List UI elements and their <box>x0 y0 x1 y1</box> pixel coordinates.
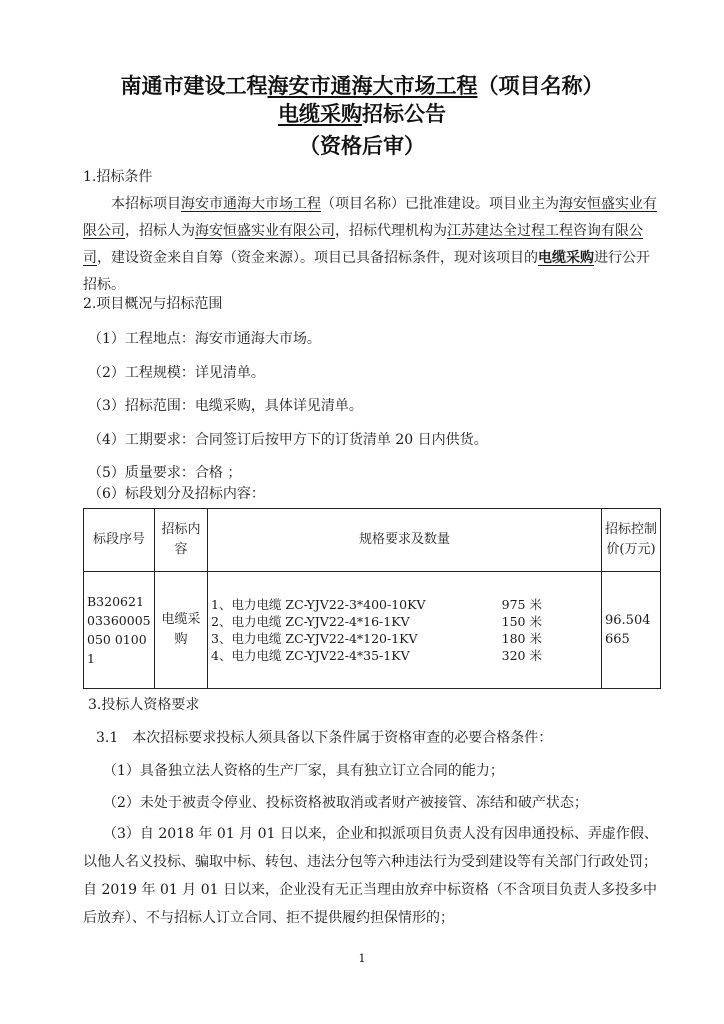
cell-section-no: B32062103360005050 01001 <box>84 572 155 689</box>
header-price: 招标控制价(万元) <box>602 509 661 572</box>
requirement-3-1: 3.1 本次招标要求投标人须具备以下条件属于资格审查的必要合格条件： <box>96 730 553 746</box>
scope-item-lots: （6）标段划分及招标内容： <box>88 486 265 502</box>
requirement-item-2: （2）未处于被责令停业、投标资格被取消或者财产被接管、冻结和破产状态； <box>103 795 588 811</box>
table-header-row <box>84 509 661 572</box>
title-item: 电缆采购 <box>278 102 362 126</box>
scope-item-schedule: （4）工期要求：合同签订后按甲方下的订货清单 20 日内供货。 <box>88 432 488 448</box>
title-line-2 <box>0 98 724 128</box>
requirement-item-3: （3）自 2018 年 01 月 01 日以来，企业和拟派项目负责人没有因串通投标、弄虚作假、以他人名义投标、骗取中标、转包、违法分包等六种违法行为受到建设等有关部门行政处罚；自 2019 年 01 月 01 日以来，企业没有无正当理由放弃中标资格（不含项目负责人多投多中后放弃）、不与招标人订立合同、拒不提供履约担保情形的； <box>83 826 658 926</box>
scope-item-range: （3）招标范围：电缆采购，具体详见清单。 <box>88 398 363 414</box>
page-number: 1 <box>358 952 366 965</box>
header-spec: 规格要求及数量 <box>208 509 602 572</box>
title-suffix: （项目名称） <box>477 74 604 98</box>
cell-specs <box>208 572 602 689</box>
spec-line: 1、电力电缆 ZC-YJV22-3*400-10KV 975 米 <box>211 597 542 612</box>
header-content: 招标内容 <box>155 509 208 572</box>
spec-line: 2、电力电缆 ZC-YJV22-4*16-1KV 150 米 <box>211 614 542 629</box>
tenderer-name: 海安恒盛实业有限公司 <box>195 223 335 239</box>
title-prefix: 南通市建设工程 <box>120 74 268 98</box>
title-project-name: 海安市通海大市场工程 <box>267 74 478 98</box>
bid-section-table <box>83 508 661 689</box>
table-row <box>84 572 661 689</box>
scope-item-quality: （5）质量要求：合格 ； <box>88 465 242 481</box>
spec-line: 3、电力电缆 ZC-YJV22-4*120-1KV 180 米 <box>211 631 542 646</box>
spec-line: 4、电力电缆 ZC-YJV22-4*35-1KV 320 米 <box>211 648 542 663</box>
section1-heading: 1.招标条件 <box>83 169 153 185</box>
section3-heading: 3.投标人资格要求 <box>88 697 200 713</box>
title-line-1 <box>0 70 724 100</box>
section1-paragraph: 本招标项目海安市通海大市场工程（项目名称）已批准建设。项目业主为海安恒盛实业有限公司，招标人为海安恒盛实业有限公司，招标代理机构为江苏建达全过程工程咨询有限公司，建设资金来自自筹（资金来源）。项目已具备招标条件，现对该项目的电缆采购进行公开招标。 <box>83 196 657 293</box>
cell-content: 电缆采购 <box>155 572 208 689</box>
agent-name: 江苏建达全过程工程咨询有限公司 <box>83 223 643 266</box>
owner-name: 海安恒盛实业有限公司 <box>83 196 657 239</box>
scope-item-location: （1）工程地点：海安市通海大市场。 <box>88 331 321 347</box>
requirement-item-1: （1）具备独立法人资格的生产厂家，具有独立订立合同的能力； <box>103 763 504 779</box>
cell-price: 96.504665 <box>602 572 661 689</box>
title-announcement: 招标公告 <box>362 102 446 126</box>
header-section-no: 标段序号 <box>84 509 155 572</box>
title-line-3: （资格后审） <box>299 134 425 158</box>
project-name-link: 海安市通海大市场工程 <box>181 196 321 212</box>
scope-item-scale: （2）工程规模：详见清单。 <box>88 365 265 381</box>
procurement-item: 电缆采购 <box>538 250 594 266</box>
section2-heading: 2.项目概况与招标范围 <box>83 296 223 312</box>
